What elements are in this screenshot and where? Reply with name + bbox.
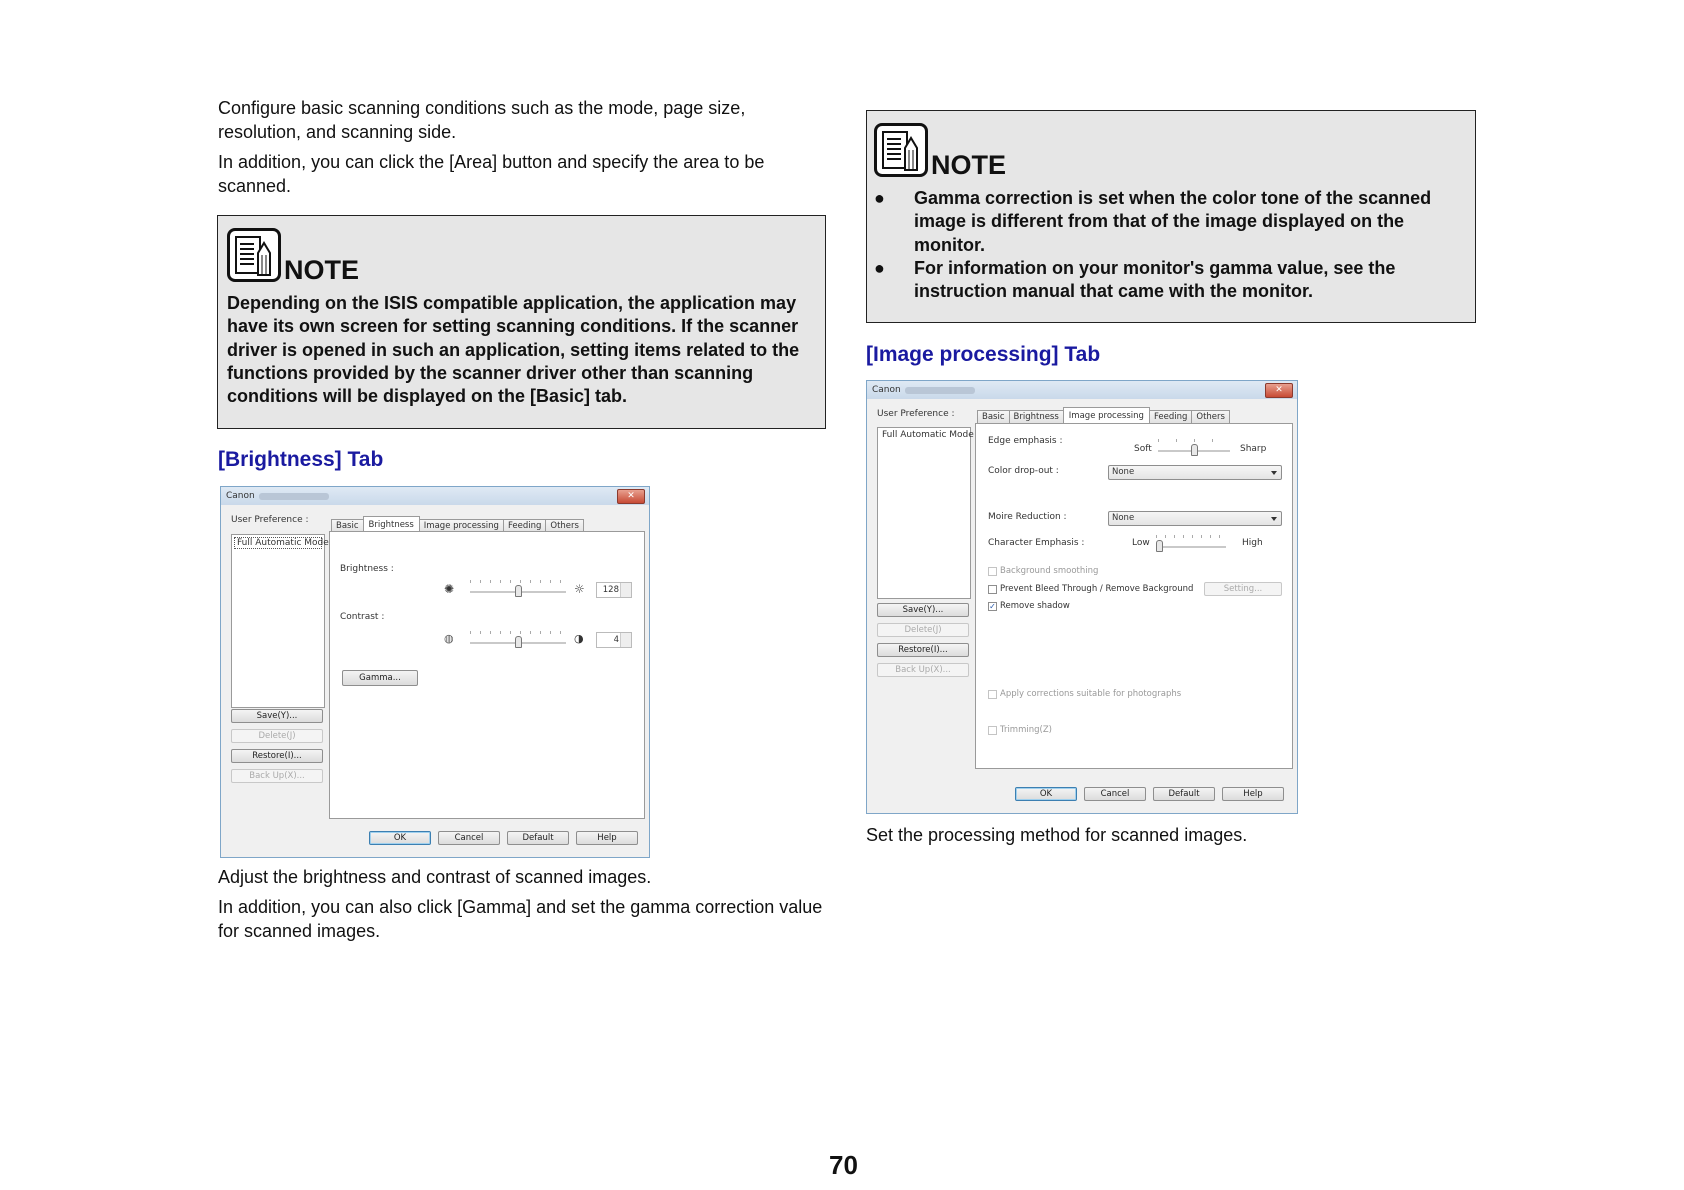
edge-emphasis-slider-thumb[interactable] bbox=[1191, 444, 1198, 456]
dialog-titlebar bbox=[221, 487, 649, 505]
list-item[interactable]: Full Automatic Mode bbox=[882, 430, 974, 440]
spin-arrows-icon[interactable] bbox=[620, 583, 631, 597]
delete-button[interactable]: Delete(J) bbox=[877, 623, 969, 637]
remove-shadow-checkbox[interactable] bbox=[988, 601, 1070, 611]
tab-basic[interactable]: Basic bbox=[331, 519, 364, 532]
note-bullet-text: For information on your monitor's gamma value, see the instruction manual that came with the monitor. bbox=[914, 257, 1396, 302]
color-dropout-label: Color drop-out : bbox=[988, 466, 1059, 476]
checkbox-label: Remove shadow bbox=[1000, 601, 1070, 611]
character-emphasis-slider-thumb[interactable] bbox=[1156, 540, 1163, 552]
moire-reduction-label: Moire Reduction : bbox=[988, 512, 1067, 522]
delete-button[interactable]: Delete(J) bbox=[231, 729, 323, 743]
page-number: 70 bbox=[829, 1150, 858, 1180]
chevron-down-icon bbox=[1271, 471, 1277, 475]
note-bullet bbox=[874, 257, 1468, 304]
section-heading-brightness: [Brightness] Tab bbox=[218, 448, 384, 471]
note-icon bbox=[227, 228, 281, 282]
dialog-titlebar bbox=[867, 381, 1297, 399]
note-bullet-text: Gamma correction is set when the color tone of the scanned image is different from that of the image displayed on the monitor. bbox=[914, 188, 1432, 255]
note-icon bbox=[874, 123, 928, 177]
brightness-value: 128 bbox=[602, 585, 619, 595]
default-button[interactable]: Default bbox=[1153, 787, 1215, 801]
contrast-value-input[interactable] bbox=[596, 632, 632, 648]
check-icon: ✓ bbox=[989, 601, 996, 611]
contrast-high-icon: ◑ bbox=[574, 632, 584, 645]
save-button[interactable]: Save(Y)... bbox=[877, 603, 969, 617]
brightness-dialog bbox=[220, 486, 650, 858]
caption-image-processing: Set the processing method for scanned images. bbox=[866, 825, 1248, 845]
moire-reduction-select[interactable] bbox=[1108, 511, 1282, 526]
intro-paragraph-1: Configure basic scanning conditions such as the mode, page size, resolution, and scanning side. bbox=[218, 98, 746, 142]
checkbox-icon bbox=[988, 585, 997, 594]
character-emphasis-slider[interactable] bbox=[1156, 540, 1226, 552]
user-preference-list[interactable] bbox=[231, 534, 329, 708]
character-emphasis-label: Character Emphasis : bbox=[988, 538, 1085, 548]
caption-brightness-2: In addition, you can also click [Gamma] and set the gamma correction value for scanned images. bbox=[218, 897, 823, 941]
default-button[interactable]: Default bbox=[507, 831, 569, 845]
checkbox-label: Background smoothing bbox=[1000, 566, 1099, 576]
close-icon[interactable]: ✕ bbox=[1265, 383, 1293, 398]
section-heading-image-processing: [Image processing] Tab bbox=[866, 343, 1101, 366]
tab-others[interactable]: Others bbox=[1191, 410, 1230, 423]
brightness-label: Brightness : bbox=[340, 564, 394, 574]
trimming-checkbox[interactable] bbox=[988, 725, 1052, 735]
note-title: NOTE bbox=[931, 150, 1007, 180]
character-high-label: High bbox=[1242, 538, 1263, 548]
backup-button[interactable]: Back Up(X)... bbox=[231, 769, 323, 783]
checkbox-icon bbox=[988, 690, 997, 699]
tab-image-processing[interactable]: Image processing bbox=[419, 519, 504, 532]
restore-button[interactable]: Restore(I)... bbox=[231, 749, 323, 763]
ok-button[interactable]: OK bbox=[1015, 787, 1077, 801]
image-processing-dialog bbox=[866, 380, 1298, 814]
close-icon[interactable]: ✕ bbox=[617, 489, 645, 504]
cancel-button[interactable]: Cancel bbox=[438, 831, 500, 845]
edge-sharp-label: Sharp bbox=[1240, 444, 1267, 454]
user-preference-label: User Preference : bbox=[877, 409, 955, 419]
user-preference-label: User Preference : bbox=[231, 515, 309, 525]
caption-brightness-1: Adjust the brightness and contrast of scanned images. bbox=[218, 867, 652, 887]
cancel-button[interactable]: Cancel bbox=[1084, 787, 1146, 801]
bullet-icon: ● bbox=[874, 188, 885, 208]
contrast-slider-thumb[interactable] bbox=[515, 636, 522, 648]
intro-paragraph-2: In addition, you can click the [Area] button and specify the area to be scanned. bbox=[218, 152, 765, 196]
tab-others[interactable]: Others bbox=[545, 519, 584, 532]
brightness-high-icon: ☼ bbox=[574, 582, 585, 596]
ok-button[interactable]: OK bbox=[369, 831, 431, 845]
list-item[interactable]: Full Automatic Mode bbox=[234, 537, 322, 549]
checkbox-icon bbox=[988, 567, 997, 576]
contrast-slider[interactable] bbox=[470, 636, 566, 648]
tab-bar bbox=[977, 406, 1229, 423]
save-button[interactable]: Save(Y)... bbox=[231, 709, 323, 723]
prevent-bleed-through-checkbox[interactable] bbox=[988, 584, 1193, 594]
background-smoothing-checkbox[interactable] bbox=[988, 566, 1098, 576]
edge-emphasis-slider[interactable] bbox=[1158, 444, 1230, 456]
color-dropout-select[interactable] bbox=[1108, 465, 1282, 480]
moire-reduction-value: None bbox=[1112, 513, 1135, 523]
brightness-panel bbox=[329, 531, 645, 819]
user-preference-list[interactable] bbox=[877, 427, 974, 599]
checkbox-label: Prevent Bleed Through / Remove Background bbox=[1000, 584, 1194, 594]
image-processing-panel bbox=[975, 423, 1293, 769]
bullet-icon: ● bbox=[874, 257, 885, 278]
color-dropout-value: None bbox=[1112, 467, 1135, 477]
checkbox-label: Apply corrections suitable for photographs bbox=[1000, 689, 1182, 699]
edge-soft-label: Soft bbox=[1134, 444, 1152, 454]
note-box-left bbox=[217, 215, 826, 429]
tab-image-processing[interactable]: Image processing bbox=[1063, 407, 1150, 424]
brightness-low-icon: ✺ bbox=[444, 582, 455, 596]
contrast-low-icon: ◍ bbox=[444, 632, 454, 645]
brightness-slider[interactable] bbox=[470, 585, 566, 597]
note-box-right bbox=[866, 110, 1476, 323]
help-button[interactable]: Help bbox=[576, 831, 638, 845]
checkbox-icon bbox=[988, 726, 997, 735]
apply-photo-corrections-checkbox[interactable] bbox=[988, 689, 1181, 699]
note-bullet bbox=[874, 187, 1468, 257]
note-title: NOTE bbox=[284, 255, 360, 285]
checkbox-label: Trimming(Z) bbox=[1000, 725, 1052, 735]
edge-emphasis-label: Edge emphasis : bbox=[988, 436, 1063, 446]
note-text: Depending on the ISIS compatible application, the application may have its own screen for setting scanning conditions. If the scanner driver is opened in such an application, setting items related to the functions provided by the scanner driver other than scanning conditions will be displayed on the [Basic] tab. bbox=[227, 293, 800, 407]
tab-feeding[interactable]: Feeding bbox=[1149, 410, 1192, 423]
dialog-title: Canon bbox=[872, 385, 901, 395]
tab-basic[interactable]: Basic bbox=[977, 410, 1010, 423]
help-button[interactable]: Help bbox=[1222, 787, 1284, 801]
chevron-down-icon bbox=[1271, 517, 1277, 521]
tab-brightness[interactable]: Brightness bbox=[1009, 410, 1064, 423]
setting-button[interactable]: Setting... bbox=[1204, 582, 1282, 596]
backup-button[interactable]: Back Up(X)... bbox=[877, 663, 969, 677]
contrast-value: 4 bbox=[613, 635, 619, 645]
spin-arrows-icon[interactable] bbox=[620, 633, 631, 647]
dialog-title: Canon bbox=[226, 491, 255, 501]
tab-bar bbox=[331, 515, 583, 532]
gamma-button[interactable]: Gamma... bbox=[342, 670, 418, 686]
contrast-label: Contrast : bbox=[340, 612, 385, 622]
brightness-value-input[interactable] bbox=[596, 582, 632, 598]
brightness-slider-thumb[interactable] bbox=[515, 585, 522, 597]
character-low-label: Low bbox=[1132, 538, 1150, 548]
tab-brightness[interactable]: Brightness bbox=[363, 516, 420, 533]
restore-button[interactable]: Restore(I)... bbox=[877, 643, 969, 657]
tab-feeding[interactable]: Feeding bbox=[503, 519, 546, 532]
